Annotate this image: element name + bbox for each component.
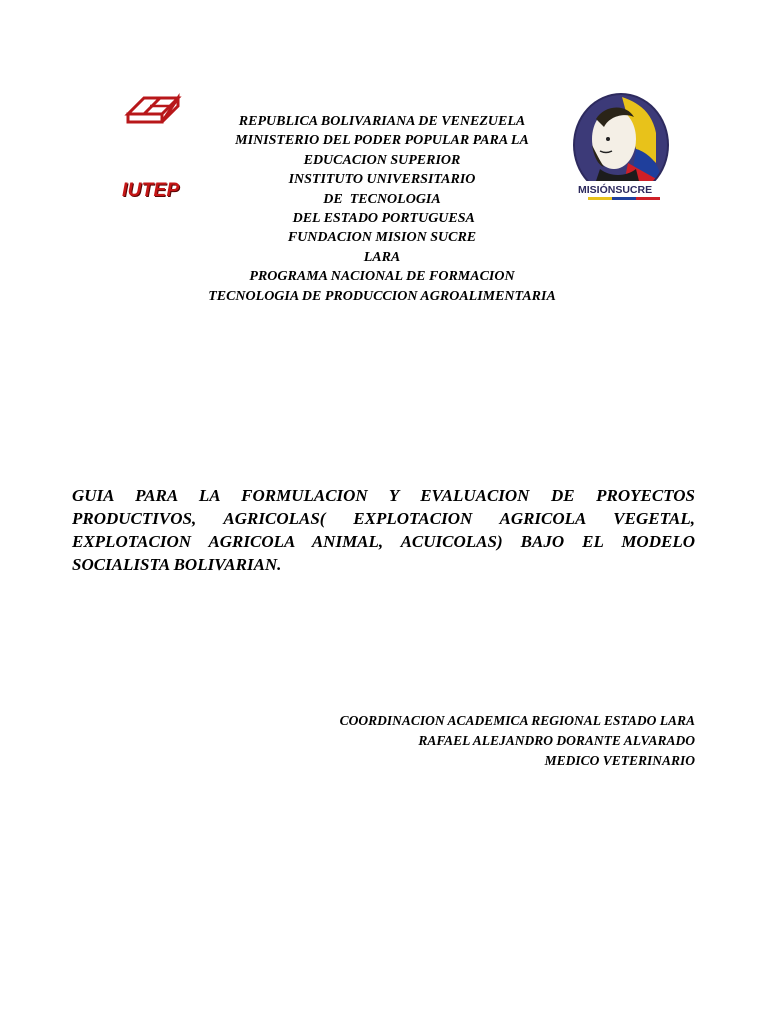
iutep-logo: IUTEP [122, 180, 180, 201]
header-line: PROGRAMA NACIONAL DE FORMACION [249, 269, 515, 285]
mision-sucre-logo [570, 93, 674, 207]
header-line: REPUBLICA BOLIVARIANA DE VENEZUELA [238, 114, 526, 129]
header-line: DE TECNOLOGIA [323, 191, 441, 207]
header-line: EDUCACION SUPERIOR [303, 152, 461, 168]
author-line: COORDINACION ACADEMICA REGIONAL ESTADO LARA [339, 713, 695, 728]
author-line: RAFAEL ALEJANDRO DORANTE ALVARADO [418, 733, 695, 748]
mision-sucre-logo-text: MISIÓNSUCRE [578, 184, 653, 196]
author-block [280, 711, 695, 771]
header-line: LARA [363, 249, 401, 265]
institution-logo [122, 90, 188, 136]
header-line: FUNDACION MISION SUCRE [287, 230, 477, 246]
document-title: GUIA PARA LA FORMULACION Y EVALUACION DE PROYECTOS PRODUCTIVOS, AGRICOLAS( EXPLOTACION AGRICOLA VEGETAL, EXPLOTACION AGRICOLA ANIMAL, ACUICOLAS) BAJO EL MODELO SOCIALISTA BOLIVARIAN. [72, 486, 695, 574]
header-line: MINISTERIO DEL PODER POPULAR PARA LA [235, 133, 529, 149]
header-line: TECNOLOGIA DE PRODUCCION AGROALIMENTARIA [208, 288, 556, 304]
institution-header [180, 112, 584, 306]
header-line: DEL ESTADO PORTUGUESA [289, 211, 475, 227]
header-line: INSTITUTO UNIVERSITARIO [288, 172, 476, 188]
author-line: MEDICO VETERINARIO [544, 753, 695, 768]
